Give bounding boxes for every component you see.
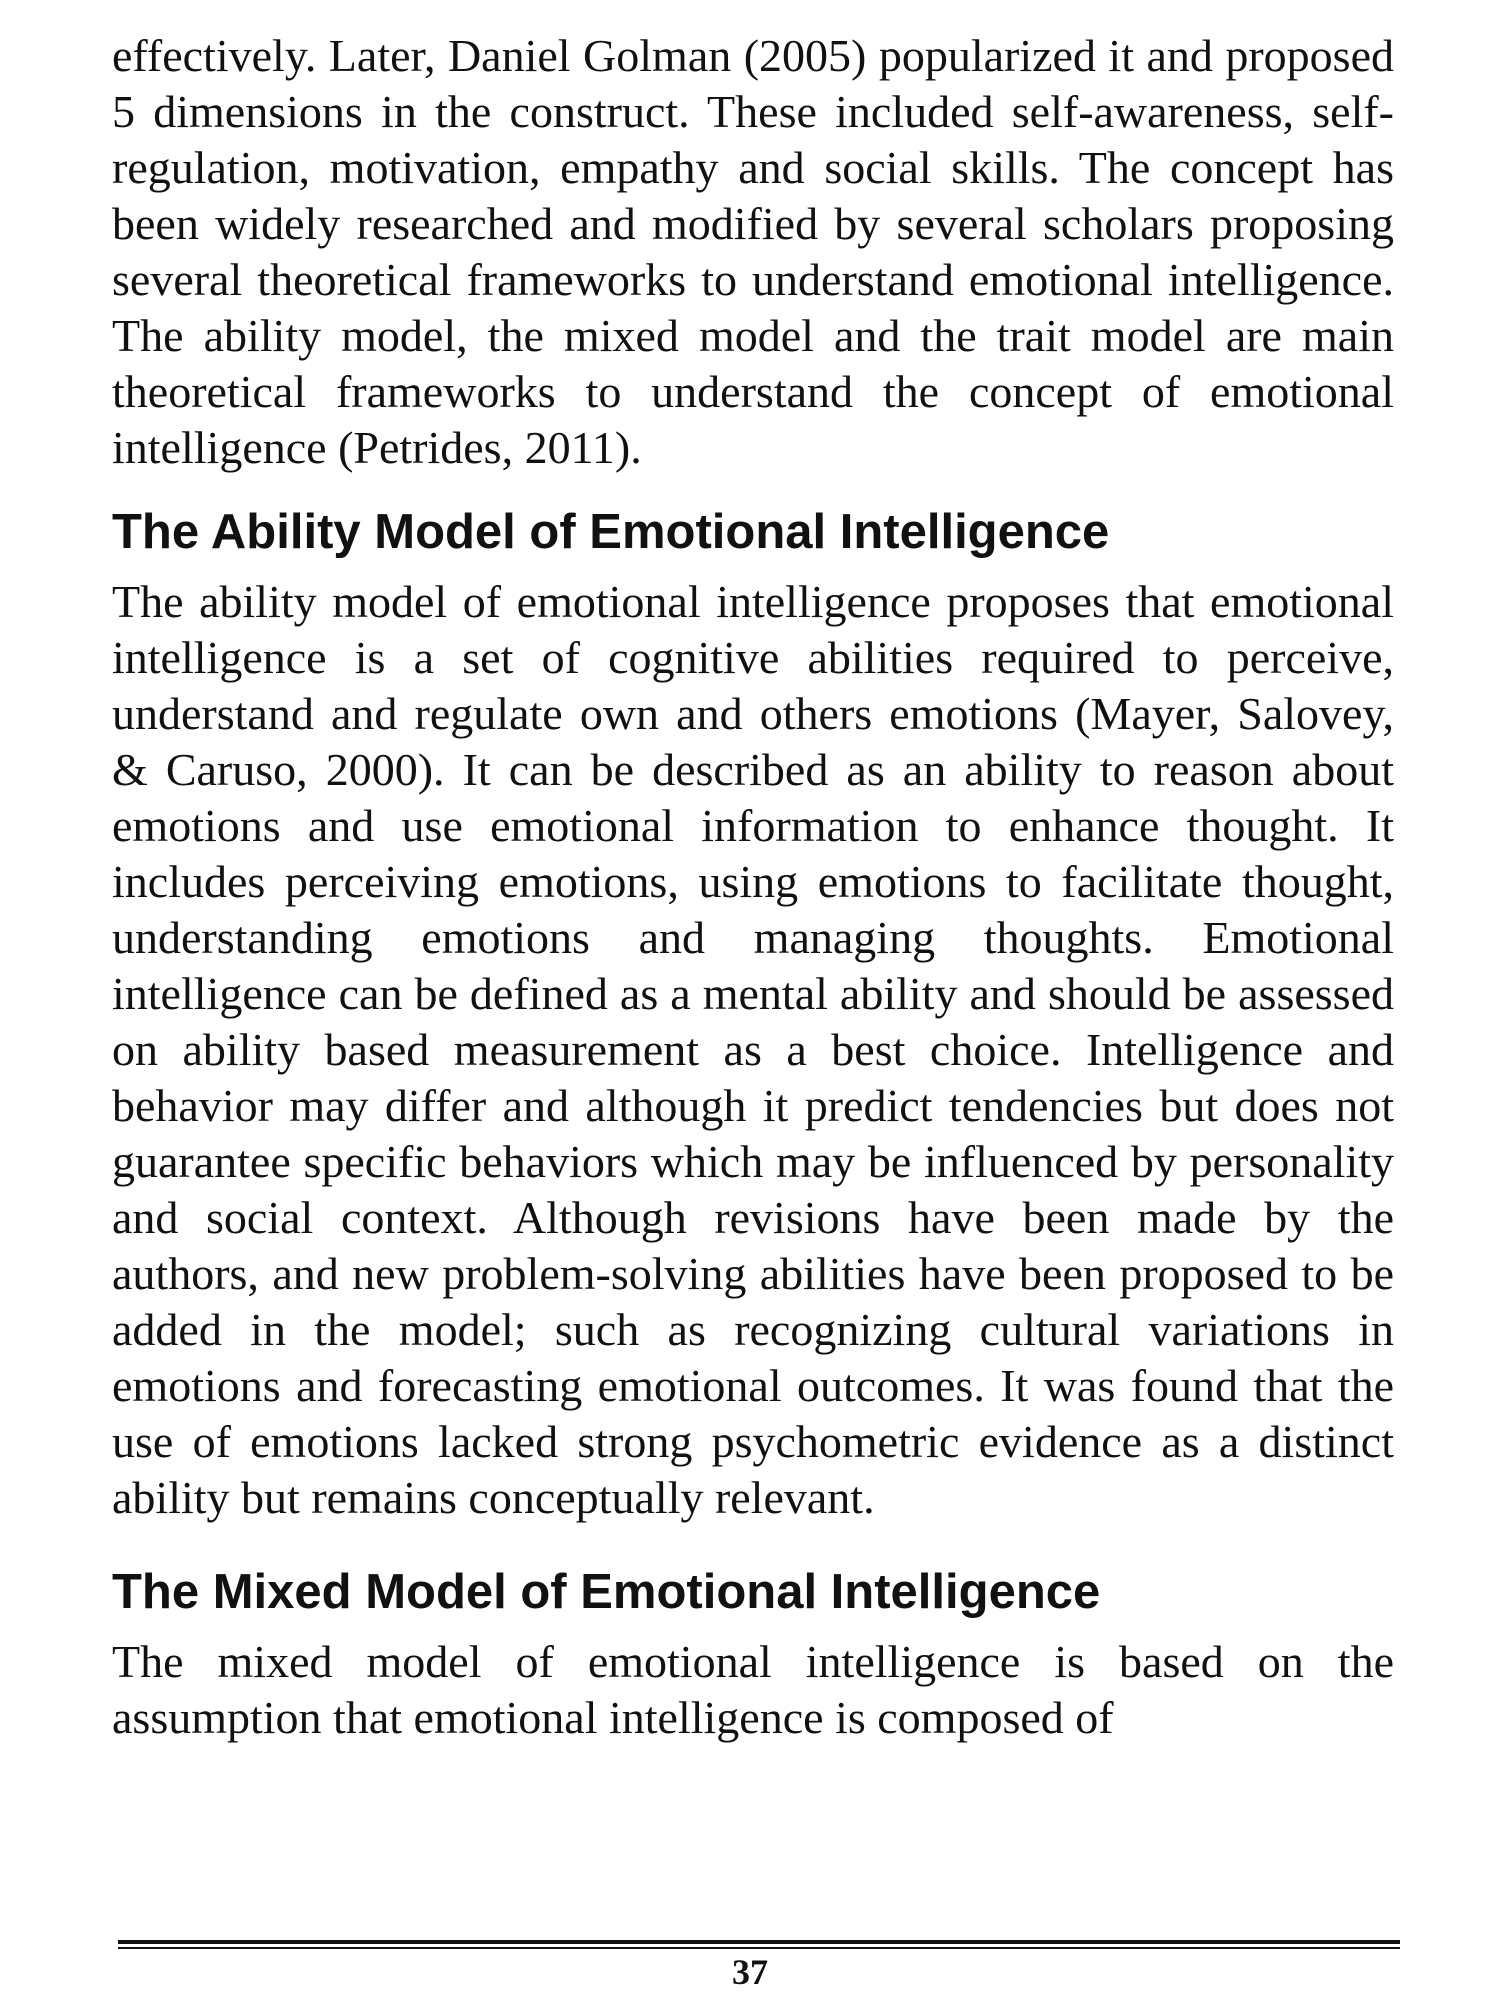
page-content [112,28,1394,1746]
mixed-model-heading: The Mixed Model of Emotional Intelligence [112,1565,1101,1619]
footer-rule-thick [118,1940,1400,1944]
ability-model-paragraph: The ability model of emotional intelligence proposes that emotional intelligence is a set of cognitive abilities required to perceive, understand and regulate own and others emotions (Mayer, Salovey, & Caruso, 2000). It can be described as an ability to reason about emotions and use emotional information to enhance thought. It includes perceiving emotions, using emotions to facilitate thought, understanding emotions and managing thoughts. Emotional intelligence can be defined as a mental ability and should be assessed on ability based measurement as a best choice. Intelligence and behavior may differ and although it predict tendencies but does not guarantee specific behaviors which may be influenced by personality and social context. Although revisions have been made by the authors, and new problem-solving abilities have been proposed to be added in the model; such as recognizing cultural variations in emotions and forecasting emotional outcomes. It was found that the use of emotions lacked strong psychometric evidence as a distinct ability but remains conceptually relevant. [112,576,1394,1523]
ability-model-heading: The Ability Model of Emotional Intelligence [112,505,1110,559]
mixed-model-paragraph: The mixed model of emotional intelligence is based on the assumption that emotional intelligence is composed of [112,1636,1394,1743]
footer-rule-thin [118,1947,1400,1949]
footer-divider [118,1940,1400,1949]
intro-paragraph: effectively. Later, Daniel Golman (2005) popularized it and proposed 5 dimensions in the construct. These included self-awareness, self-regulation, motivation, empathy and social skills. The concept has been widely researched and modified by several scholars proposing several theoretical frameworks to understand emotional intelligence. The ability model, the mixed model and the trait model are main theoretical frameworks to understand the concept of emotional intelligence (Petrides, 2011). [112,30,1394,473]
page-number: 37 [732,1952,768,1992]
